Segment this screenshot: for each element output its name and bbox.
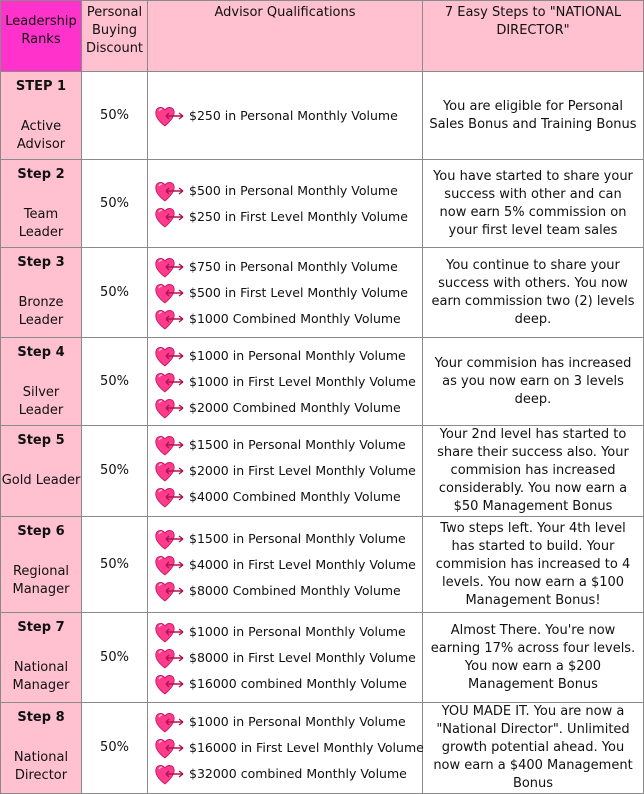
qualification-text: $1500 in Personal Monthly Volume (189, 530, 406, 546)
qualification-item (154, 484, 422, 510)
qualification-item (154, 761, 422, 787)
heart-arrow-icon (154, 459, 186, 483)
qualification-text: $1000 in First Level Monthly Volume (189, 373, 416, 389)
table-row (1, 517, 644, 613)
heart-arrow-icon (154, 762, 186, 786)
table-row (1, 160, 644, 248)
qualification-item (154, 343, 422, 369)
heart-arrow-icon (154, 527, 186, 551)
qualifications-cell (148, 703, 423, 794)
heart-arrow-icon (154, 620, 186, 644)
qualification-item (154, 369, 422, 395)
qualification-item (154, 526, 422, 552)
qualification-text: $750 in Personal Monthly Volume (189, 258, 398, 274)
qualification-item (154, 178, 422, 204)
heart-arrow-icon (154, 396, 186, 420)
qualification-text: $4000 in First Level Monthly Volume (189, 556, 416, 572)
heart-arrow-icon (154, 646, 186, 670)
heart-arrow-icon (154, 736, 186, 760)
step-label: STEP 1 (15, 79, 67, 94)
description-cell: You are eligible for Personal Sales Bonus and Training Bonus (423, 72, 644, 160)
qualification-item (154, 578, 422, 604)
qualifications-cell (148, 248, 423, 338)
qualification-item (154, 204, 422, 230)
qualifications-cell (148, 613, 423, 703)
heart-arrow-icon (154, 281, 186, 305)
discount-cell: 50% (82, 72, 148, 160)
qualification-text: $4000 Combined Monthly Volume (189, 489, 401, 504)
qualification-text: $2000 in First Level Monthly Volume (189, 463, 416, 478)
step-label: Step 5 (17, 433, 65, 448)
heart-arrow-icon (154, 255, 186, 279)
rank-name: National Director (13, 750, 69, 783)
description-cell: YOU MADE IT. You are now a "National Director". Unlimited growth potential ahead. You now earn a $400 Management Bonus (423, 703, 644, 794)
table-row (1, 613, 644, 703)
rank-name: Bronze Leader (18, 295, 64, 328)
qualification-text: $250 in Personal Monthly Volume (189, 107, 398, 123)
header-row (1, 1, 644, 72)
step-label: Step 2 (17, 167, 65, 182)
qualification-item (154, 432, 422, 458)
heart-arrow-icon (154, 205, 186, 229)
qualification-text: $8000 in First Level Monthly Volume (189, 649, 416, 665)
discount-cell: 50% (82, 613, 148, 703)
qualification-item (154, 458, 422, 484)
qualifications-cell (148, 426, 423, 517)
qualification-item (154, 735, 422, 761)
rank-cell (1, 613, 82, 703)
heart-arrow-icon (154, 104, 186, 128)
heart-arrow-icon (154, 710, 186, 734)
heart-arrow-icon (154, 553, 186, 577)
table-row (1, 426, 644, 517)
step-label: Step 7 (17, 620, 65, 635)
rank-name: Regional Manager (12, 564, 70, 597)
heart-arrow-icon (154, 344, 186, 368)
step-label: Step 4 (17, 345, 65, 360)
qualification-item (154, 280, 422, 306)
qualification-text: $1500 in Personal Monthly Volume (189, 437, 406, 452)
heart-arrow-icon (154, 672, 186, 696)
rank-name: Gold Leader (1, 473, 81, 488)
table-row (1, 703, 644, 794)
table-row (1, 72, 644, 160)
heart-arrow-icon (154, 307, 186, 331)
description-cell: Your commision has increased as you now earn on 3 levels deep. (423, 338, 644, 426)
description-cell: You have started to share your success with other and can now earn 5% commission on your first level team sales (423, 160, 644, 248)
qualifications-cell (148, 72, 423, 160)
rank-cell (1, 426, 82, 517)
qualification-text: $32000 combined Monthly Volume (189, 766, 407, 781)
rank-cell (1, 72, 82, 160)
header-steps: 7 Easy Steps to "NATIONAL DIRECTOR" (423, 1, 644, 72)
description-cell: You continue to share your success with others. You now earn commission two (2) levels deep. (423, 248, 644, 338)
qualification-text: $2000 Combined Monthly Volume (189, 399, 401, 415)
header-discount: Personal Buying Discount (82, 1, 148, 72)
description-cell: Almost There. You're now earning 17% across four levels. You now earn a $200 Management Bonus (423, 613, 644, 703)
rank-cell (1, 338, 82, 426)
discount-cell: 50% (82, 160, 148, 248)
description-cell: Two steps left. Your 4th level has started to build. Your commision has increased to 4 levels. You now earn a $100 Management Bonus! (423, 517, 644, 613)
qualification-item (154, 709, 422, 735)
discount-cell: 50% (82, 338, 148, 426)
rank-cell (1, 160, 82, 248)
description-cell: Your 2nd level has started to share their success also. Your commision has increased considerably. You now earn a $50 Management Bonus (423, 426, 644, 517)
qualifications-cell (148, 338, 423, 426)
qualification-item (154, 552, 422, 578)
qualification-item (154, 645, 422, 671)
qualification-text: $16000 in First Level Monthly Volume (189, 740, 424, 755)
rank-cell (1, 248, 82, 338)
rank-cell (1, 517, 82, 613)
discount-cell: 50% (82, 703, 148, 794)
table-row (1, 248, 644, 338)
qualification-item (154, 254, 422, 280)
step-label: Step 6 (17, 524, 65, 539)
rank-cell (1, 703, 82, 794)
qualification-text: $500 in Personal Monthly Volume (189, 182, 398, 198)
header-ranks: Leadership Ranks (1, 1, 82, 72)
heart-arrow-icon (154, 579, 186, 603)
table-row (1, 338, 644, 426)
qualification-item (154, 395, 422, 421)
qualification-item (154, 619, 422, 645)
qualification-text: $1000 in Personal Monthly Volume (189, 347, 406, 363)
discount-cell: 50% (82, 517, 148, 613)
heart-arrow-icon (154, 370, 186, 394)
qualifications-cell (148, 160, 423, 248)
qualifications-cell (148, 517, 423, 613)
heart-arrow-icon (154, 179, 186, 203)
qualification-item (154, 671, 422, 697)
qualification-item (154, 103, 422, 129)
qualification-text: $250 in First Level Monthly Volume (189, 208, 408, 224)
heart-arrow-icon (154, 485, 186, 509)
rank-name: National Manager (12, 660, 70, 693)
qualification-text: $500 in First Level Monthly Volume (189, 284, 408, 300)
step-label: Step 3 (17, 255, 65, 270)
discount-cell: 50% (82, 248, 148, 338)
qualification-text: $1000 in Personal Monthly Volume (189, 714, 406, 729)
rank-name: Active Advisor (16, 119, 66, 152)
discount-cell: 50% (82, 426, 148, 517)
qualification-text: $1000 in Personal Monthly Volume (189, 623, 406, 639)
rank-name: Silver Leader (18, 385, 64, 418)
step-label: Step 8 (17, 710, 65, 725)
header-qualifications: Advisor Qualifications (148, 1, 423, 72)
qualification-text: $1000 Combined Monthly Volume (189, 310, 401, 326)
qualification-text: $16000 combined Monthly Volume (189, 675, 407, 691)
qualification-item (154, 306, 422, 332)
rank-name: Team Leader (18, 207, 64, 240)
heart-arrow-icon (154, 433, 186, 457)
qualification-text: $8000 Combined Monthly Volume (189, 582, 401, 598)
